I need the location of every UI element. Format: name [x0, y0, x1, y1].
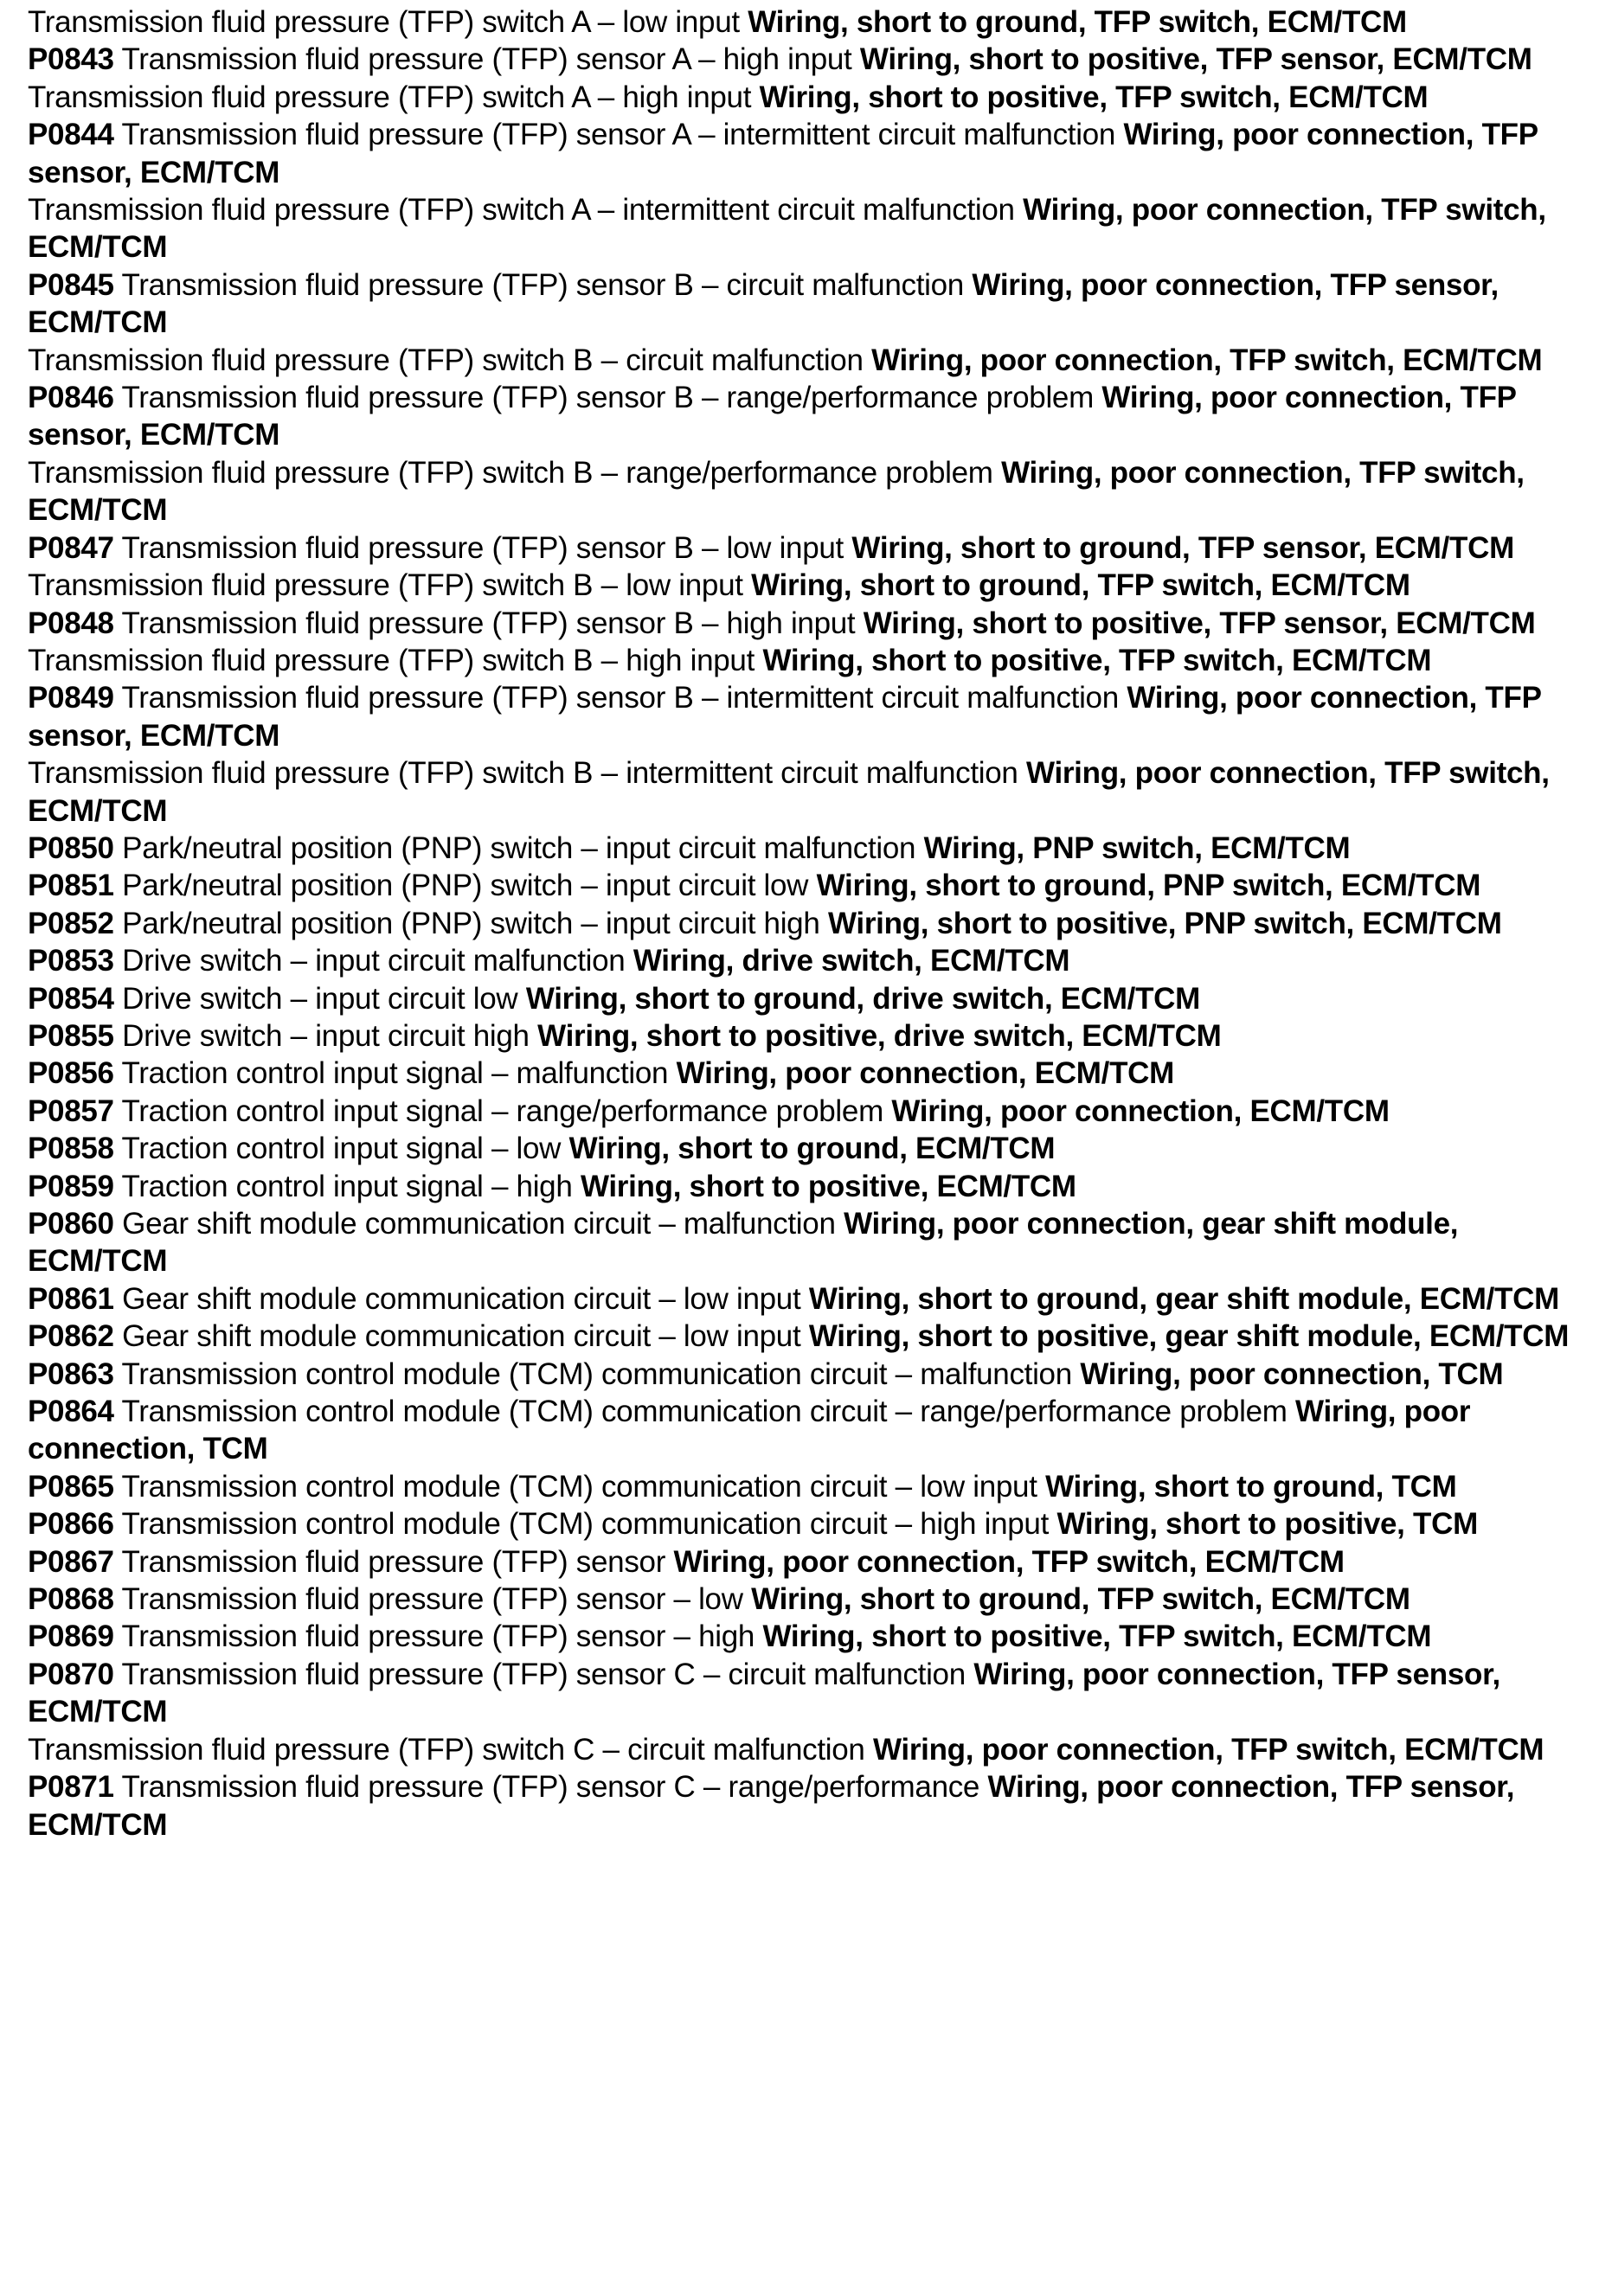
dtc-causes: Wiring, short to ground, ECM/TCM — [568, 1132, 1056, 1166]
dtc-entry — [28, 867, 1592, 904]
dtc-code: P0852 — [28, 906, 114, 940]
dtc-description: Transmission control module (TCM) communication circuit – range/performance problem — [121, 1395, 1288, 1429]
dtc-description: Transmission fluid pressure (TFP) sensor B – range/performance problem — [121, 381, 1094, 415]
dtc-causes: Wiring, short to positive, TFP switch, ECM/TCM — [762, 1619, 1432, 1654]
dtc-code: P0844 — [28, 118, 114, 152]
dtc-code: P0867 — [28, 1544, 114, 1579]
dtc-causes: Wiring, poor connection, TFP sensor, ECM/TCM — [28, 118, 1538, 189]
dtc-entry — [28, 1093, 1592, 1130]
dtc-entry — [28, 1505, 1592, 1542]
dtc-code: P0846 — [28, 381, 114, 415]
dtc-entry — [28, 191, 1592, 266]
dtc-code: P0858 — [28, 1132, 114, 1166]
dtc-entry — [28, 1055, 1592, 1092]
dtc-causes: Wiring, short to positive, TCM — [1056, 1507, 1478, 1542]
dtc-entry — [28, 605, 1592, 642]
dtc-entry — [28, 379, 1592, 454]
dtc-description: Transmission control module (TCM) communication circuit – high input — [121, 1507, 1049, 1542]
dtc-description: Transmission fluid pressure (TFP) switch B – intermittent circuit malfunction — [28, 756, 1018, 791]
dtc-causes: Wiring, short to positive, drive switch, ECM/TCM — [537, 1018, 1222, 1053]
dtc-causes: Wiring, short to ground, gear shift module, ECM/TCM — [808, 1281, 1559, 1316]
dtc-code: P0865 — [28, 1469, 114, 1504]
dtc-code: P0869 — [28, 1619, 114, 1654]
dtc-causes: Wiring, short to ground, PNP switch, ECM/TCM — [816, 869, 1481, 903]
dtc-entry — [28, 529, 1592, 567]
dtc-entry — [28, 116, 1592, 191]
dtc-causes: Wiring, poor connection, TFP sensor, ECM/TCM — [28, 1770, 1515, 1842]
dtc-entry — [28, 1543, 1592, 1581]
dtc-code: P0861 — [28, 1281, 114, 1316]
dtc-description: Transmission fluid pressure (TFP) sensor B – intermittent circuit malfunction — [121, 681, 1119, 715]
dtc-causes: Wiring, poor connection, gear shift module, ECM/TCM — [28, 1207, 1459, 1279]
dtc-causes: Wiring, short to positive, PNP switch, ECM/TCM — [827, 906, 1502, 940]
dtc-causes: Wiring, drive switch, ECM/TCM — [633, 944, 1070, 978]
dtc-causes: Wiring, short to positive, gear shift module, ECM/TCM — [808, 1319, 1570, 1354]
dtc-code: P0851 — [28, 869, 114, 903]
dtc-entry — [28, 1017, 1592, 1055]
dtc-causes: Wiring, poor connection, TFP switch, ECM/TCM — [871, 343, 1543, 377]
dtc-causes: Wiring, short to ground, TFP switch, ECM/TCM — [751, 568, 1410, 603]
dtc-causes: Wiring, short to ground, TFP switch, ECM/TCM — [751, 1582, 1410, 1617]
dtc-entry — [28, 754, 1592, 830]
dtc-code: P0857 — [28, 1093, 114, 1128]
dtc-entry — [28, 980, 1592, 1017]
dtc-code: P0866 — [28, 1507, 114, 1542]
dtc-entry — [28, 342, 1592, 379]
dtc-causes: Wiring, poor connection, TFP switch, ECM/TCM — [673, 1544, 1345, 1579]
dtc-entry — [28, 1356, 1592, 1393]
dtc-entry — [28, 642, 1592, 679]
dtc-causes: Wiring, poor connection, TFP switch, ECM/TCM — [28, 193, 1546, 265]
dtc-code: P0860 — [28, 1207, 114, 1241]
dtc-description: Transmission fluid pressure (TFP) sensor A – intermittent circuit malfunction — [121, 118, 1116, 152]
dtc-causes: Wiring, PNP switch, ECM/TCM — [923, 831, 1351, 865]
dtc-causes: Wiring, poor connection, TFP switch, ECM/TCM — [28, 455, 1525, 528]
dtc-description: Transmission fluid pressure (TFP) sensor B – high input — [121, 606, 856, 640]
dtc-code: P0859 — [28, 1169, 114, 1203]
dtc-entry — [28, 1393, 1592, 1468]
dtc-entry — [28, 3, 1592, 41]
dtc-causes: Wiring, poor connection, TCM — [1080, 1356, 1504, 1391]
dtc-entry — [28, 1618, 1592, 1655]
dtc-description: Transmission fluid pressure (TFP) switch B – range/performance problem — [28, 455, 993, 490]
dtc-causes: Wiring, short to ground, TFP switch, ECM/TCM — [748, 5, 1407, 39]
dtc-description: Transmission control module (TCM) communication circuit – low input — [121, 1469, 1037, 1504]
dtc-causes: Wiring, short to ground, TFP sensor, ECM/TCM — [851, 530, 1514, 565]
dtc-entry — [28, 1731, 1592, 1768]
dtc-description: Park/neutral position (PNP) switch – input circuit low — [122, 869, 809, 903]
dtc-description: Park/neutral position (PNP) switch – input circuit malfunction — [122, 831, 916, 865]
dtc-code: P0862 — [28, 1319, 114, 1354]
dtc-causes: Wiring, poor connection, TFP sensor, ECM/TCM — [28, 1657, 1500, 1729]
dtc-entry — [28, 266, 1592, 342]
dtc-description: Transmission fluid pressure (TFP) sensor C – circuit malfunction — [121, 1657, 966, 1691]
dtc-code: P0864 — [28, 1395, 114, 1429]
dtc-entry — [28, 41, 1592, 78]
dtc-code: P0870 — [28, 1657, 114, 1691]
dtc-description: Traction control input signal – malfunction — [121, 1056, 669, 1091]
dtc-entry — [28, 830, 1592, 867]
dtc-causes: Wiring, short to positive, TFP switch, ECM/TCM — [759, 80, 1429, 114]
dtc-description: Transmission fluid pressure (TFP) switch B – high input — [28, 643, 755, 677]
dtc-code: P0848 — [28, 606, 114, 640]
dtc-entry — [28, 454, 1592, 529]
dtc-description: Gear shift module communication circuit – low input — [122, 1281, 801, 1316]
dtc-causes: Wiring, poor connection, TFP sensor, ECM/TCM — [28, 267, 1499, 340]
dtc-code: P0868 — [28, 1582, 114, 1617]
dtc-entry — [28, 1318, 1592, 1355]
dtc-description: Transmission fluid pressure (TFP) sensor B – circuit malfunction — [121, 267, 964, 302]
dtc-description: Transmission fluid pressure (TFP) sensor B – low input — [121, 530, 844, 565]
dtc-code: P0854 — [28, 981, 114, 1016]
dtc-description: Transmission fluid pressure (TFP) sensor – high — [121, 1619, 755, 1654]
dtc-causes: Wiring, short to positive, ECM/TCM — [580, 1169, 1076, 1203]
dtc-description: Transmission fluid pressure (TFP) sensor – low — [121, 1582, 743, 1617]
dtc-entry — [28, 1205, 1592, 1280]
dtc-code: P0850 — [28, 831, 114, 865]
dtc-entry — [28, 1768, 1592, 1844]
dtc-description: Drive switch – input circuit high — [122, 1018, 530, 1053]
dtc-causes: Wiring, short to positive, TFP switch, ECM/TCM — [762, 643, 1432, 677]
dtc-description: Park/neutral position (PNP) switch – input circuit high — [122, 906, 820, 940]
dtc-description: Transmission fluid pressure (TFP) sensor C – range/performance — [121, 1770, 980, 1805]
dtc-entry — [28, 1581, 1592, 1618]
dtc-causes: Wiring, poor connection, TFP sensor, ECM/TCM — [28, 681, 1542, 753]
dtc-description: Transmission fluid pressure (TFP) switch B – circuit malfunction — [28, 343, 864, 377]
dtc-description: Drive switch – input circuit malfunction — [122, 944, 626, 978]
dtc-entry — [28, 1280, 1592, 1318]
dtc-causes: Wiring, poor connection, TCM — [28, 1395, 1471, 1466]
dtc-description: Transmission fluid pressure (TFP) sensor A – high input — [121, 42, 852, 77]
dtc-entry — [28, 79, 1592, 116]
dtc-entry — [28, 905, 1592, 942]
dtc-description: Gear shift module communication circuit – low input — [122, 1319, 801, 1354]
dtc-entry — [28, 1168, 1592, 1205]
dtc-entry — [28, 942, 1592, 979]
dtc-causes: Wiring, short to ground, drive switch, ECM/TCM — [525, 981, 1201, 1016]
dtc-code: P0847 — [28, 530, 114, 565]
dtc-description: Traction control input signal – high — [121, 1169, 573, 1203]
dtc-causes: Wiring, short to ground, TCM — [1045, 1469, 1457, 1504]
dtc-description: Gear shift module communication circuit – malfunction — [122, 1207, 836, 1241]
dtc-description: Transmission control module (TCM) communication circuit – malfunction — [121, 1356, 1072, 1391]
dtc-entry — [28, 1130, 1592, 1167]
dtc-description: Transmission fluid pressure (TFP) switch A – intermittent circuit malfunction — [28, 193, 1015, 228]
dtc-code: P0843 — [28, 42, 114, 77]
dtc-code: P0853 — [28, 944, 114, 978]
dtc-description: Traction control input signal – range/performance problem — [121, 1093, 883, 1128]
dtc-entry — [28, 1656, 1592, 1731]
dtc-entry — [28, 679, 1592, 754]
dtc-description: Drive switch – input circuit low — [122, 981, 518, 1016]
dtc-description: Transmission fluid pressure (TFP) switch A – low input — [28, 5, 740, 39]
dtc-causes: Wiring, poor connection, ECM/TCM — [891, 1093, 1390, 1128]
dtc-code: P0863 — [28, 1356, 114, 1391]
dtc-code: P0849 — [28, 681, 114, 715]
dtc-description: Traction control input signal – low — [121, 1132, 562, 1166]
dtc-code: P0871 — [28, 1770, 114, 1805]
dtc-entry — [28, 1468, 1592, 1505]
dtc-description: Transmission fluid pressure (TFP) sensor — [121, 1544, 666, 1579]
dtc-description: Transmission fluid pressure (TFP) switch A – high input — [28, 80, 752, 114]
dtc-causes: Wiring, poor connection, ECM/TCM — [676, 1056, 1174, 1091]
dtc-entry — [28, 567, 1592, 604]
dtc-causes: Wiring, poor connection, TFP sensor, ECM/TCM — [28, 381, 1517, 452]
dtc-causes: Wiring, poor connection, TFP switch, ECM/TCM — [873, 1732, 1544, 1767]
dtc-code: P0845 — [28, 267, 114, 302]
dtc-description: Transmission fluid pressure (TFP) switch B – low input — [28, 568, 743, 603]
dtc-causes: Wiring, short to positive, TFP sensor, ECM/TCM — [863, 606, 1536, 640]
dtc-code: P0856 — [28, 1056, 114, 1091]
dtc-description: Transmission fluid pressure (TFP) switch C – circuit malfunction — [28, 1732, 865, 1767]
dtc-code: P0855 — [28, 1018, 114, 1053]
dtc-causes: Wiring, short to positive, TFP sensor, ECM/TCM — [859, 42, 1532, 77]
dtc-causes: Wiring, poor connection, TFP switch, ECM/TCM — [28, 756, 1550, 828]
